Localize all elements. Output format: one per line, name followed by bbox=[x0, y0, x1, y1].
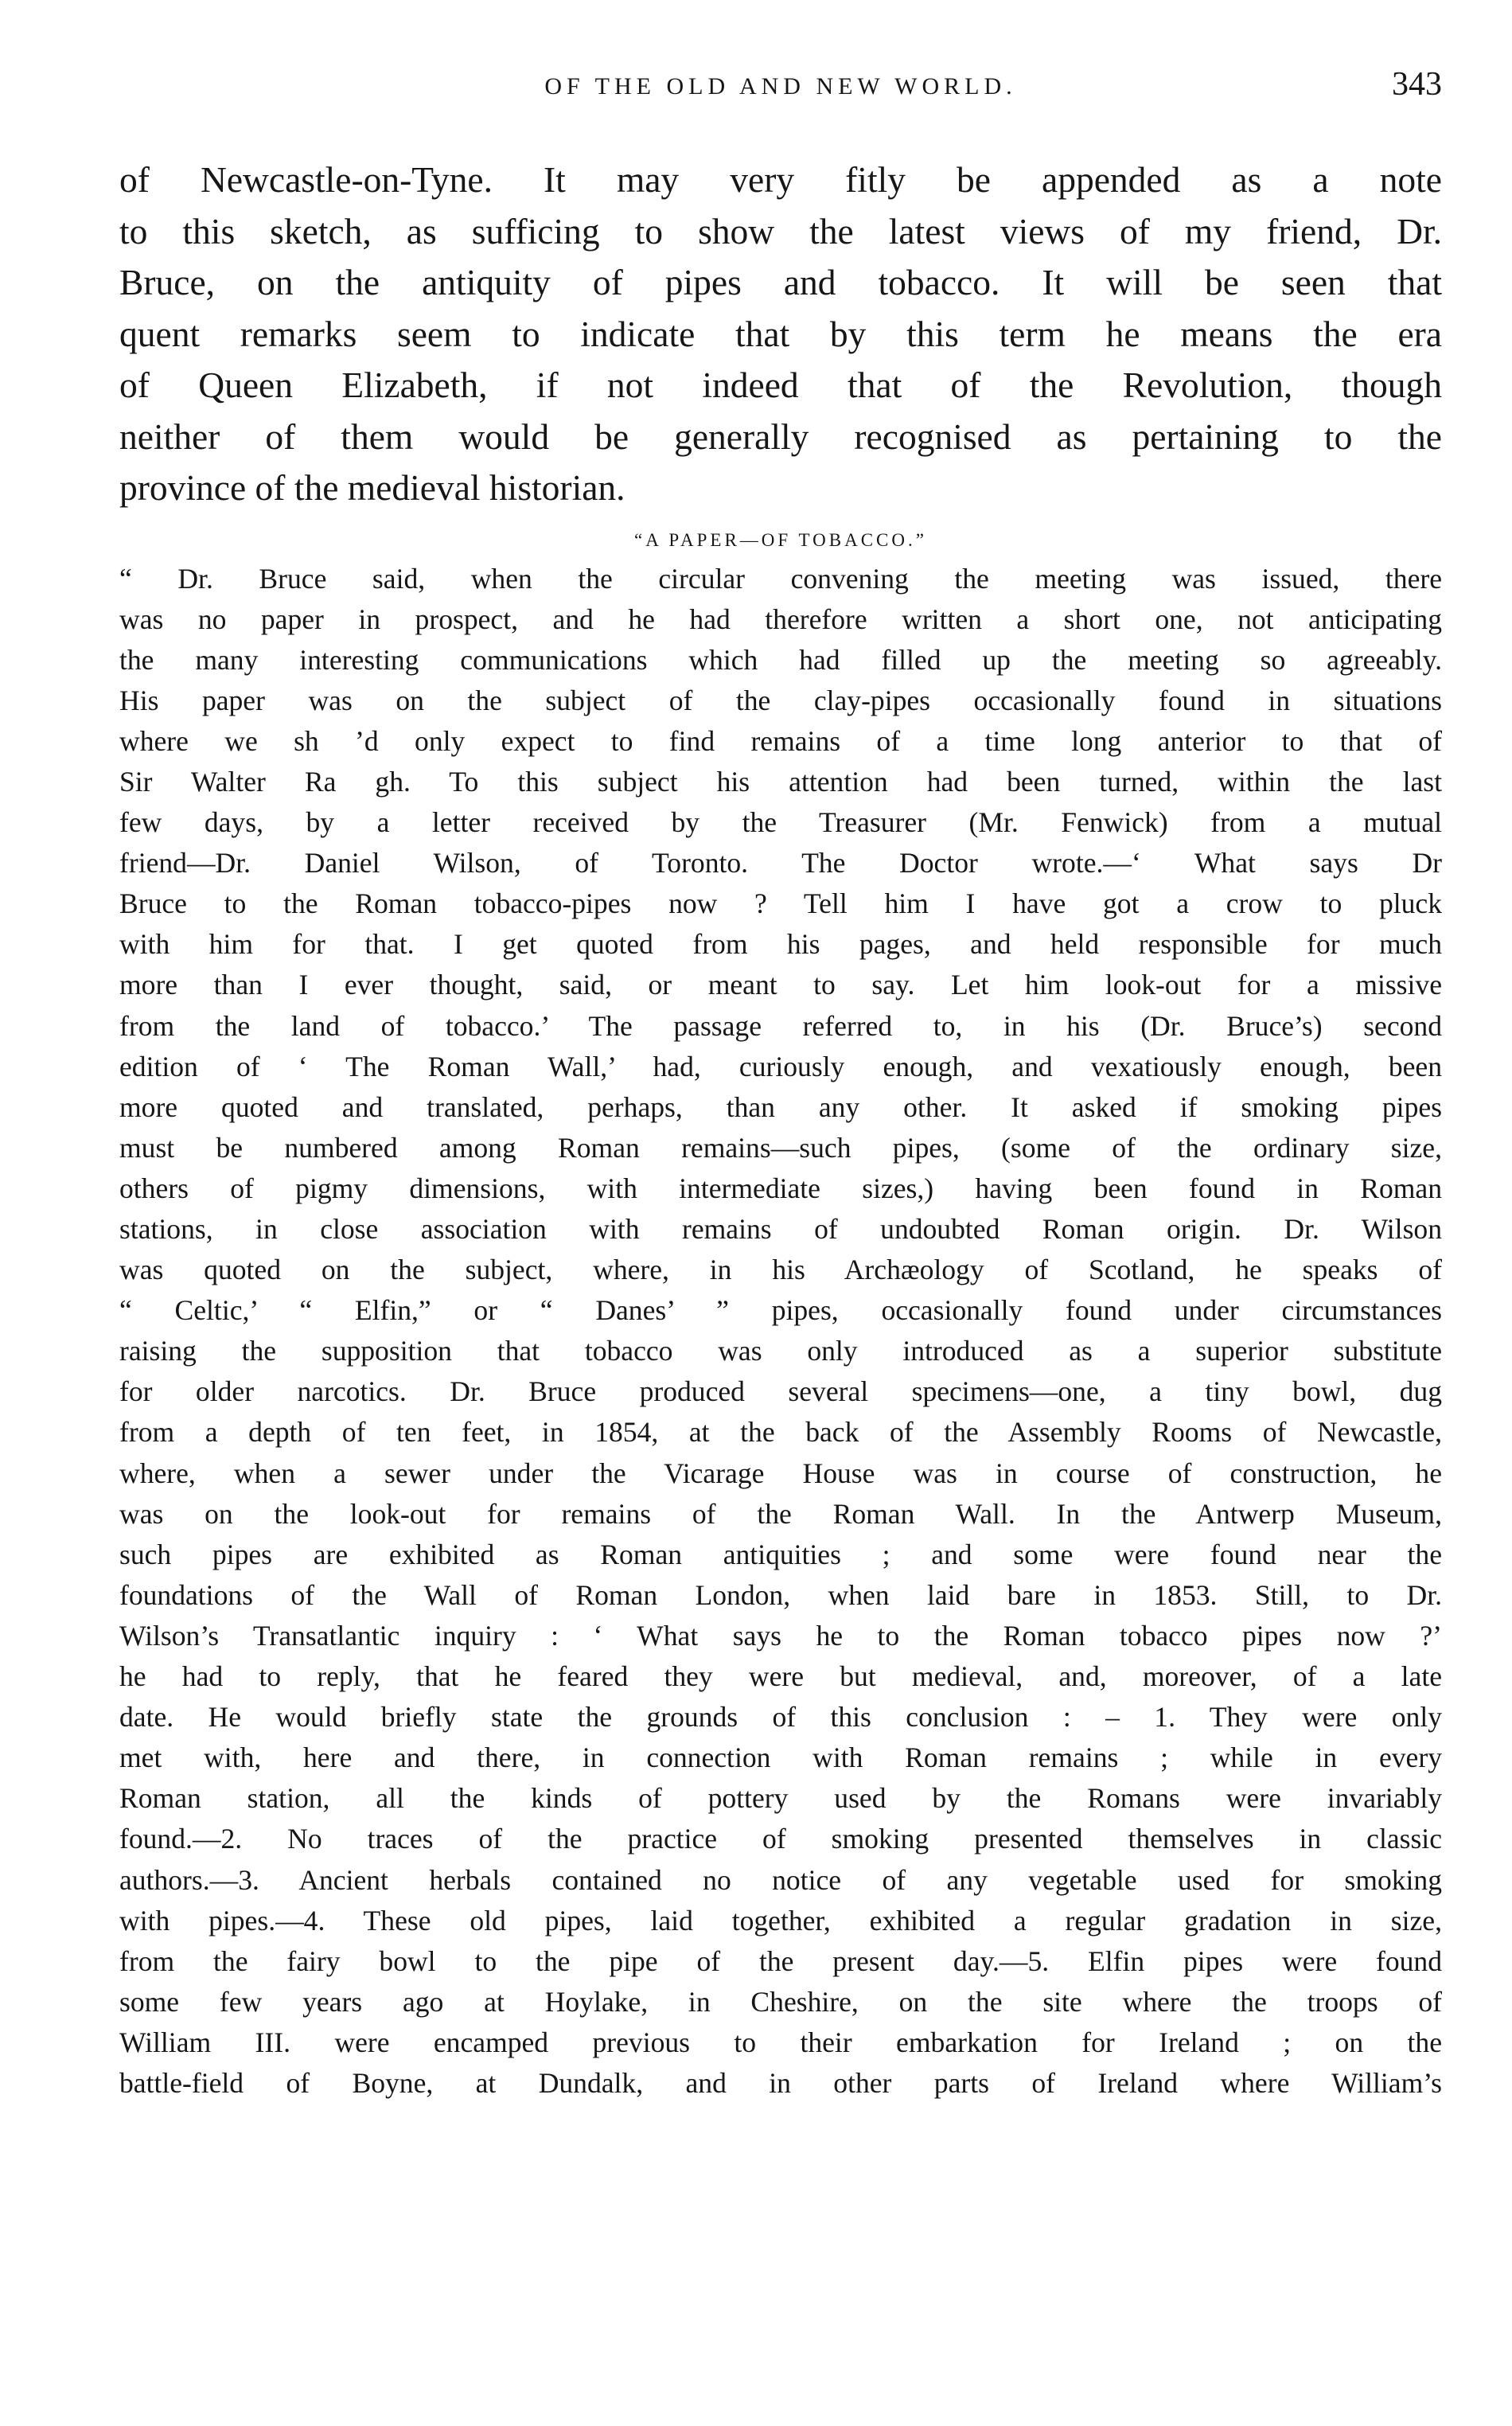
text-line: Sir Walter Ra gh. To this subject his attention had been turned, within the last bbox=[119, 765, 1442, 798]
text-line: few days, by a letter received by the Treasurer (Mr. Fenwick) from a mutual bbox=[119, 806, 1442, 839]
text-line: date. He would briefly state the grounds of this conclusion : – 1. They were only bbox=[119, 1701, 1442, 1734]
text-line: where, when a sewer under the Vicarage House was in course of construction, he bbox=[119, 1457, 1442, 1489]
text-line: Bruce to the Roman tobacco-pipes now ? Tell him I have got a crow to pluck bbox=[119, 887, 1442, 920]
text-line: “ Dr. Bruce said, when the circular convening the meeting was issued, there bbox=[119, 562, 1442, 595]
text-line: from the fairy bowl to the pipe of the present day.—5. Elfin pipes were found bbox=[119, 1944, 1442, 1977]
text-line: Roman station, all the kinds of pottery used by the Romans were invariably bbox=[119, 1782, 1442, 1815]
text-line: William III. were encamped previous to their embarkation for Ireland ; on the bbox=[119, 2026, 1442, 2058]
text-line: he had to reply, that he feared they were but medieval, and, moreover, of a late bbox=[119, 1660, 1442, 1693]
text-line: province of the medieval historian. bbox=[119, 467, 625, 508]
text-line: for older narcotics. Dr. Bruce produced several specimens—one, a tiny bowl, dug bbox=[119, 1375, 1442, 1408]
text-line: more quoted and translated, perhaps, than any other. It asked if smoking pipes bbox=[119, 1090, 1442, 1123]
text-line: met with, here and there, in connection with Roman remains ; while in every bbox=[119, 1741, 1442, 1774]
text-line: with him for that. I get quoted from his pages, and held responsible for much bbox=[119, 928, 1442, 961]
text-line: some few years ago at Hoylake, in Cheshire, on the site where the troops of bbox=[119, 1985, 1442, 2018]
page-number: 343 bbox=[1392, 66, 1442, 103]
text-line: stations, in close association with remains of undoubted Roman origin. Dr. Wilson bbox=[119, 1213, 1442, 1245]
text-line: of Queen Elizabeth, if not indeed that of the Revolution, though bbox=[119, 365, 1442, 405]
book-page bbox=[119, 64, 1442, 2104]
text-line: of Newcastle-on-Tyne. It may very fitly be appended as a note bbox=[119, 159, 1442, 200]
text-line: must be numbered among Roman remains—such pipes, (some of the ordinary size, bbox=[119, 1131, 1442, 1164]
text-line: foundations of the Wall of Roman London, when laid bare in 1853. Still, to Dr. bbox=[119, 1578, 1442, 1611]
text-line: was quoted on the subject, where, in his Archæology of Scotland, he speaks of bbox=[119, 1254, 1442, 1286]
text-line: the many interesting communications which had filled up the meeting so agreeably. bbox=[119, 643, 1442, 676]
text-line: battle-field of Boyne, at Dundalk, and in other parts of Ireland where William’s bbox=[119, 2066, 1442, 2099]
text-line: such pipes are exhibited as Roman antiquities ; and some were found near the bbox=[119, 1538, 1442, 1570]
text-line: edition of ‘ The Roman Wall,’ had, curiously enough, and vexatiously enough, been bbox=[119, 1050, 1442, 1082]
text-line: friend—Dr. Daniel Wilson, of Toronto. The Doctor wrote.—‘ What says Dr bbox=[119, 847, 1442, 880]
text-line: Wilson’s Transatlantic inquiry : ‘ What says he to the Roman tobacco pipes now ?’ bbox=[119, 1619, 1442, 1652]
text-line: found.—2. No traces of the practice of smoking presented themselves in classic bbox=[119, 1823, 1442, 1855]
text-line: “ Celtic,’ “ Elfin,” or “ Danes’ ” pipes, occasionally found under circumstances bbox=[119, 1294, 1442, 1327]
text-line: Bruce, on the antiquity of pipes and tobacco. It will be seen that bbox=[119, 262, 1442, 302]
text-line: His paper was on the subject of the clay-pipes occasionally found in situations bbox=[119, 684, 1442, 716]
text-line: more than I ever thought, said, or meant to say. Let him look-out for a missive bbox=[119, 969, 1442, 1001]
text-line: was no paper in prospect, and he had therefore written a short one, not anticipating bbox=[119, 603, 1442, 635]
text-line: from the land of tobacco.’ The passage referred to, in his (Dr. Bruce’s) second bbox=[119, 1009, 1442, 1042]
text-line: from a depth of ten feet, in 1854, at the back of the Assembly Rooms of Newcastle, bbox=[119, 1416, 1442, 1449]
text-line: to this sketch, as sufficing to show the latest views of my friend, Dr. bbox=[119, 210, 1442, 252]
text-line: with pipes.—4. These old pipes, laid together, exhibited a regular gradation in size, bbox=[119, 1904, 1442, 1937]
text-line: authors.—3. Ancient herbals contained no notice of any vegetable used for smoking bbox=[119, 1863, 1442, 1896]
section-title: “A PAPER—OF TOBACCO.” bbox=[634, 529, 927, 550]
text-line: quent remarks seem to indicate that by this term he means the era bbox=[119, 313, 1442, 354]
text-line: neither of them would be generally recognised as pertaining to the bbox=[119, 415, 1442, 457]
running-head: OF THE OLD AND NEW WORLD. bbox=[544, 73, 1017, 99]
text-line: others of pigmy dimensions, with intermediate sizes,) having been found in Roman bbox=[119, 1172, 1442, 1204]
text-line: where we sh ’d only expect to find remains of a time long anterior to that of bbox=[119, 724, 1442, 757]
text-line: raising the supposition that tobacco was only introduced as a superior substitute bbox=[119, 1335, 1442, 1367]
quoted-report bbox=[119, 559, 1442, 2104]
text-line: was on the look-out for remains of the Roman Wall. In the Antwerp Museum, bbox=[119, 1497, 1442, 1530]
intro-paragraph bbox=[119, 154, 1442, 514]
page-header bbox=[119, 64, 1442, 111]
